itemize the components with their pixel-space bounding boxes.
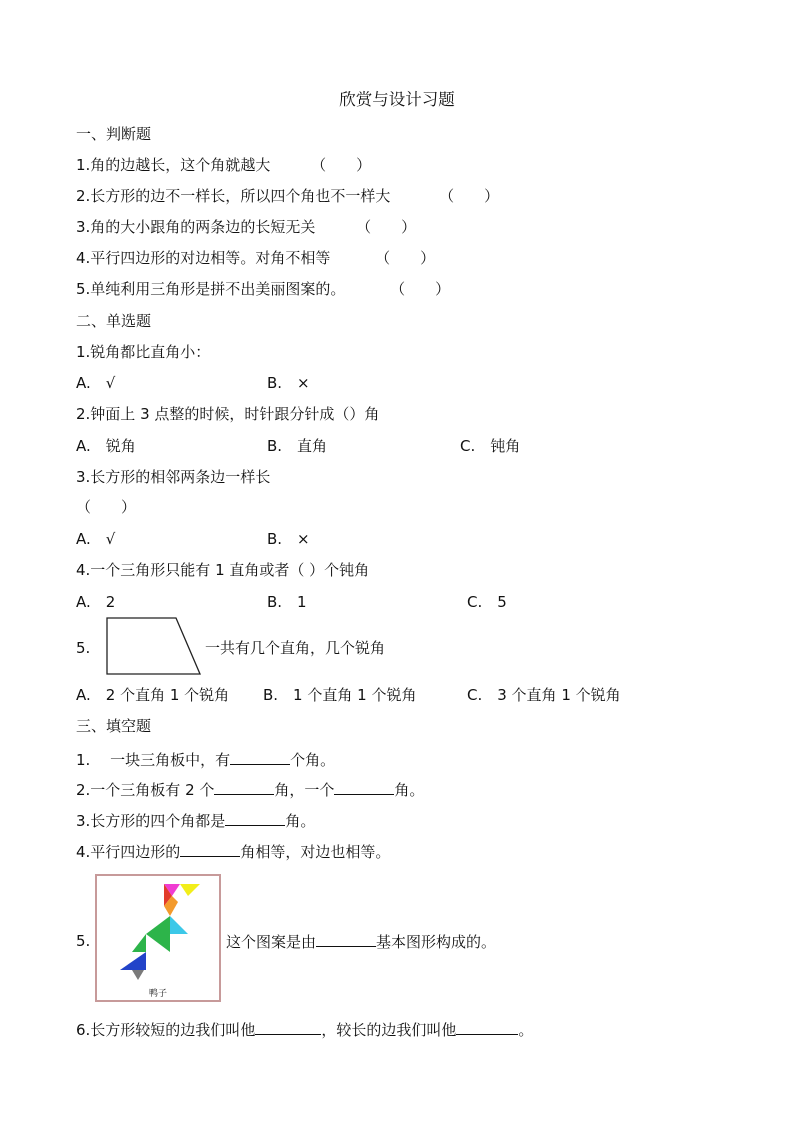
answer-blank[interactable] — [334, 779, 394, 795]
page-title: 欣赏与设计习题 — [339, 90, 455, 109]
question-text: ，较长的边我们叫他 — [321, 1021, 457, 1039]
answer-blank[interactable] — [230, 749, 290, 765]
option-a: A. √ — [76, 374, 116, 392]
judgement-question-1 — [76, 155, 371, 175]
judgement-question-4 — [76, 248, 435, 268]
judgement-question-2 — [76, 186, 499, 206]
option-b: B. 1 — [267, 593, 307, 611]
answer-blank[interactable] — [180, 841, 240, 857]
question-text: 角相等，对边也相等。 — [240, 843, 391, 861]
answer-blank[interactable] — [214, 779, 274, 795]
fill-question-1 — [76, 749, 335, 770]
option-a: A. 2 — [76, 593, 116, 611]
question-text: 基本图形构成的。 — [376, 933, 497, 951]
fill-question-6 — [76, 1019, 533, 1040]
fill-question-2 — [76, 779, 424, 800]
question-text: 5.单纯利用三角形是拼不出美丽图案的。 — [76, 280, 346, 298]
option-c: C. 3 个直角 1 个锐角 — [467, 686, 621, 704]
question-text: 1.角的边越长，这个角就越大 — [76, 156, 271, 174]
answer-parentheses: （ ） — [356, 218, 417, 236]
option-c: C. 5 — [467, 593, 507, 611]
question-text: 6.长方形较短的边我们叫他 — [76, 1021, 256, 1039]
section-heading-fill-blank: 三、填空题 — [76, 717, 152, 735]
answer-blank[interactable] — [255, 1019, 321, 1035]
trapezoid-figure — [104, 616, 204, 678]
choice-question-1: 1.锐角都比直角小： — [76, 343, 211, 361]
question-text: 角，一个 — [274, 781, 335, 799]
option-a: A. √ — [76, 530, 116, 548]
option-b: B. × — [267, 374, 310, 392]
question-text: 4.平行四边形的 — [76, 843, 181, 861]
fill-question-4 — [76, 841, 390, 862]
answer-parentheses: （ ） — [76, 498, 137, 516]
option-a: A. 锐角 — [76, 437, 136, 455]
choice-question-2: 2.钟面上 3 点整的时候，时针跟分针成（）角 — [76, 405, 380, 423]
answer-blank[interactable] — [225, 810, 285, 826]
option-b: B. × — [267, 530, 310, 548]
answer-parentheses: （ ） — [390, 280, 451, 298]
question-text: 个角。 — [290, 751, 336, 769]
option-b: B. 直角 — [267, 437, 328, 455]
judgement-question-5 — [76, 279, 450, 299]
question-text: 2.长方形的边不一样长，所以四个角也不一样大 — [76, 187, 391, 205]
image-caption: 鸭子 — [148, 989, 168, 999]
question-text: 3.角的大小跟角的两条边的长短无关 — [76, 218, 316, 236]
option-b: B. 1 个直角 1 个锐角 — [263, 686, 417, 704]
fill-question-5 — [226, 931, 496, 952]
fill-question-5-number: 5. — [76, 932, 91, 950]
question-text: 3.长方形的四个角都是 — [76, 812, 226, 830]
answer-parentheses: （ ） — [375, 249, 436, 267]
question-text: 这个图案是由 — [226, 933, 317, 951]
answer-parentheses: （ ） — [311, 156, 372, 174]
question-text: 1. 一块三角板中，有 — [76, 751, 231, 769]
question-text: 4.平行四边形的对边相等。对角不相等 — [76, 249, 331, 267]
option-c: C. 钝角 — [460, 437, 521, 455]
answer-blank[interactable] — [456, 1019, 518, 1035]
question-text: 2.一个三角板有 2 个 — [76, 781, 215, 799]
choice-question-3: 3.长方形的相邻两条边一样长 — [76, 468, 271, 486]
choice-question-5-number: 5. — [76, 639, 91, 657]
fill-question-3 — [76, 810, 315, 831]
question-text: 角。 — [394, 781, 425, 799]
section-heading-single-choice: 二、单选题 — [76, 312, 152, 330]
answer-parentheses: （ ） — [439, 187, 500, 205]
question-text: 。 — [518, 1021, 534, 1039]
answer-blank[interactable] — [316, 931, 376, 947]
section-heading-judgement: 一、判断题 — [76, 125, 152, 143]
tangram-duck-image — [92, 872, 224, 1004]
option-a: A. 2 个直角 1 个锐角 — [76, 686, 230, 704]
judgement-question-3 — [76, 217, 416, 237]
choice-question-4: 4.一个三角形只能有 1 直角或者（ ）个钝角 — [76, 561, 370, 579]
question-text: 角。 — [285, 812, 316, 830]
choice-question-5-text: 一共有几个直角，几个锐角 — [205, 639, 386, 657]
